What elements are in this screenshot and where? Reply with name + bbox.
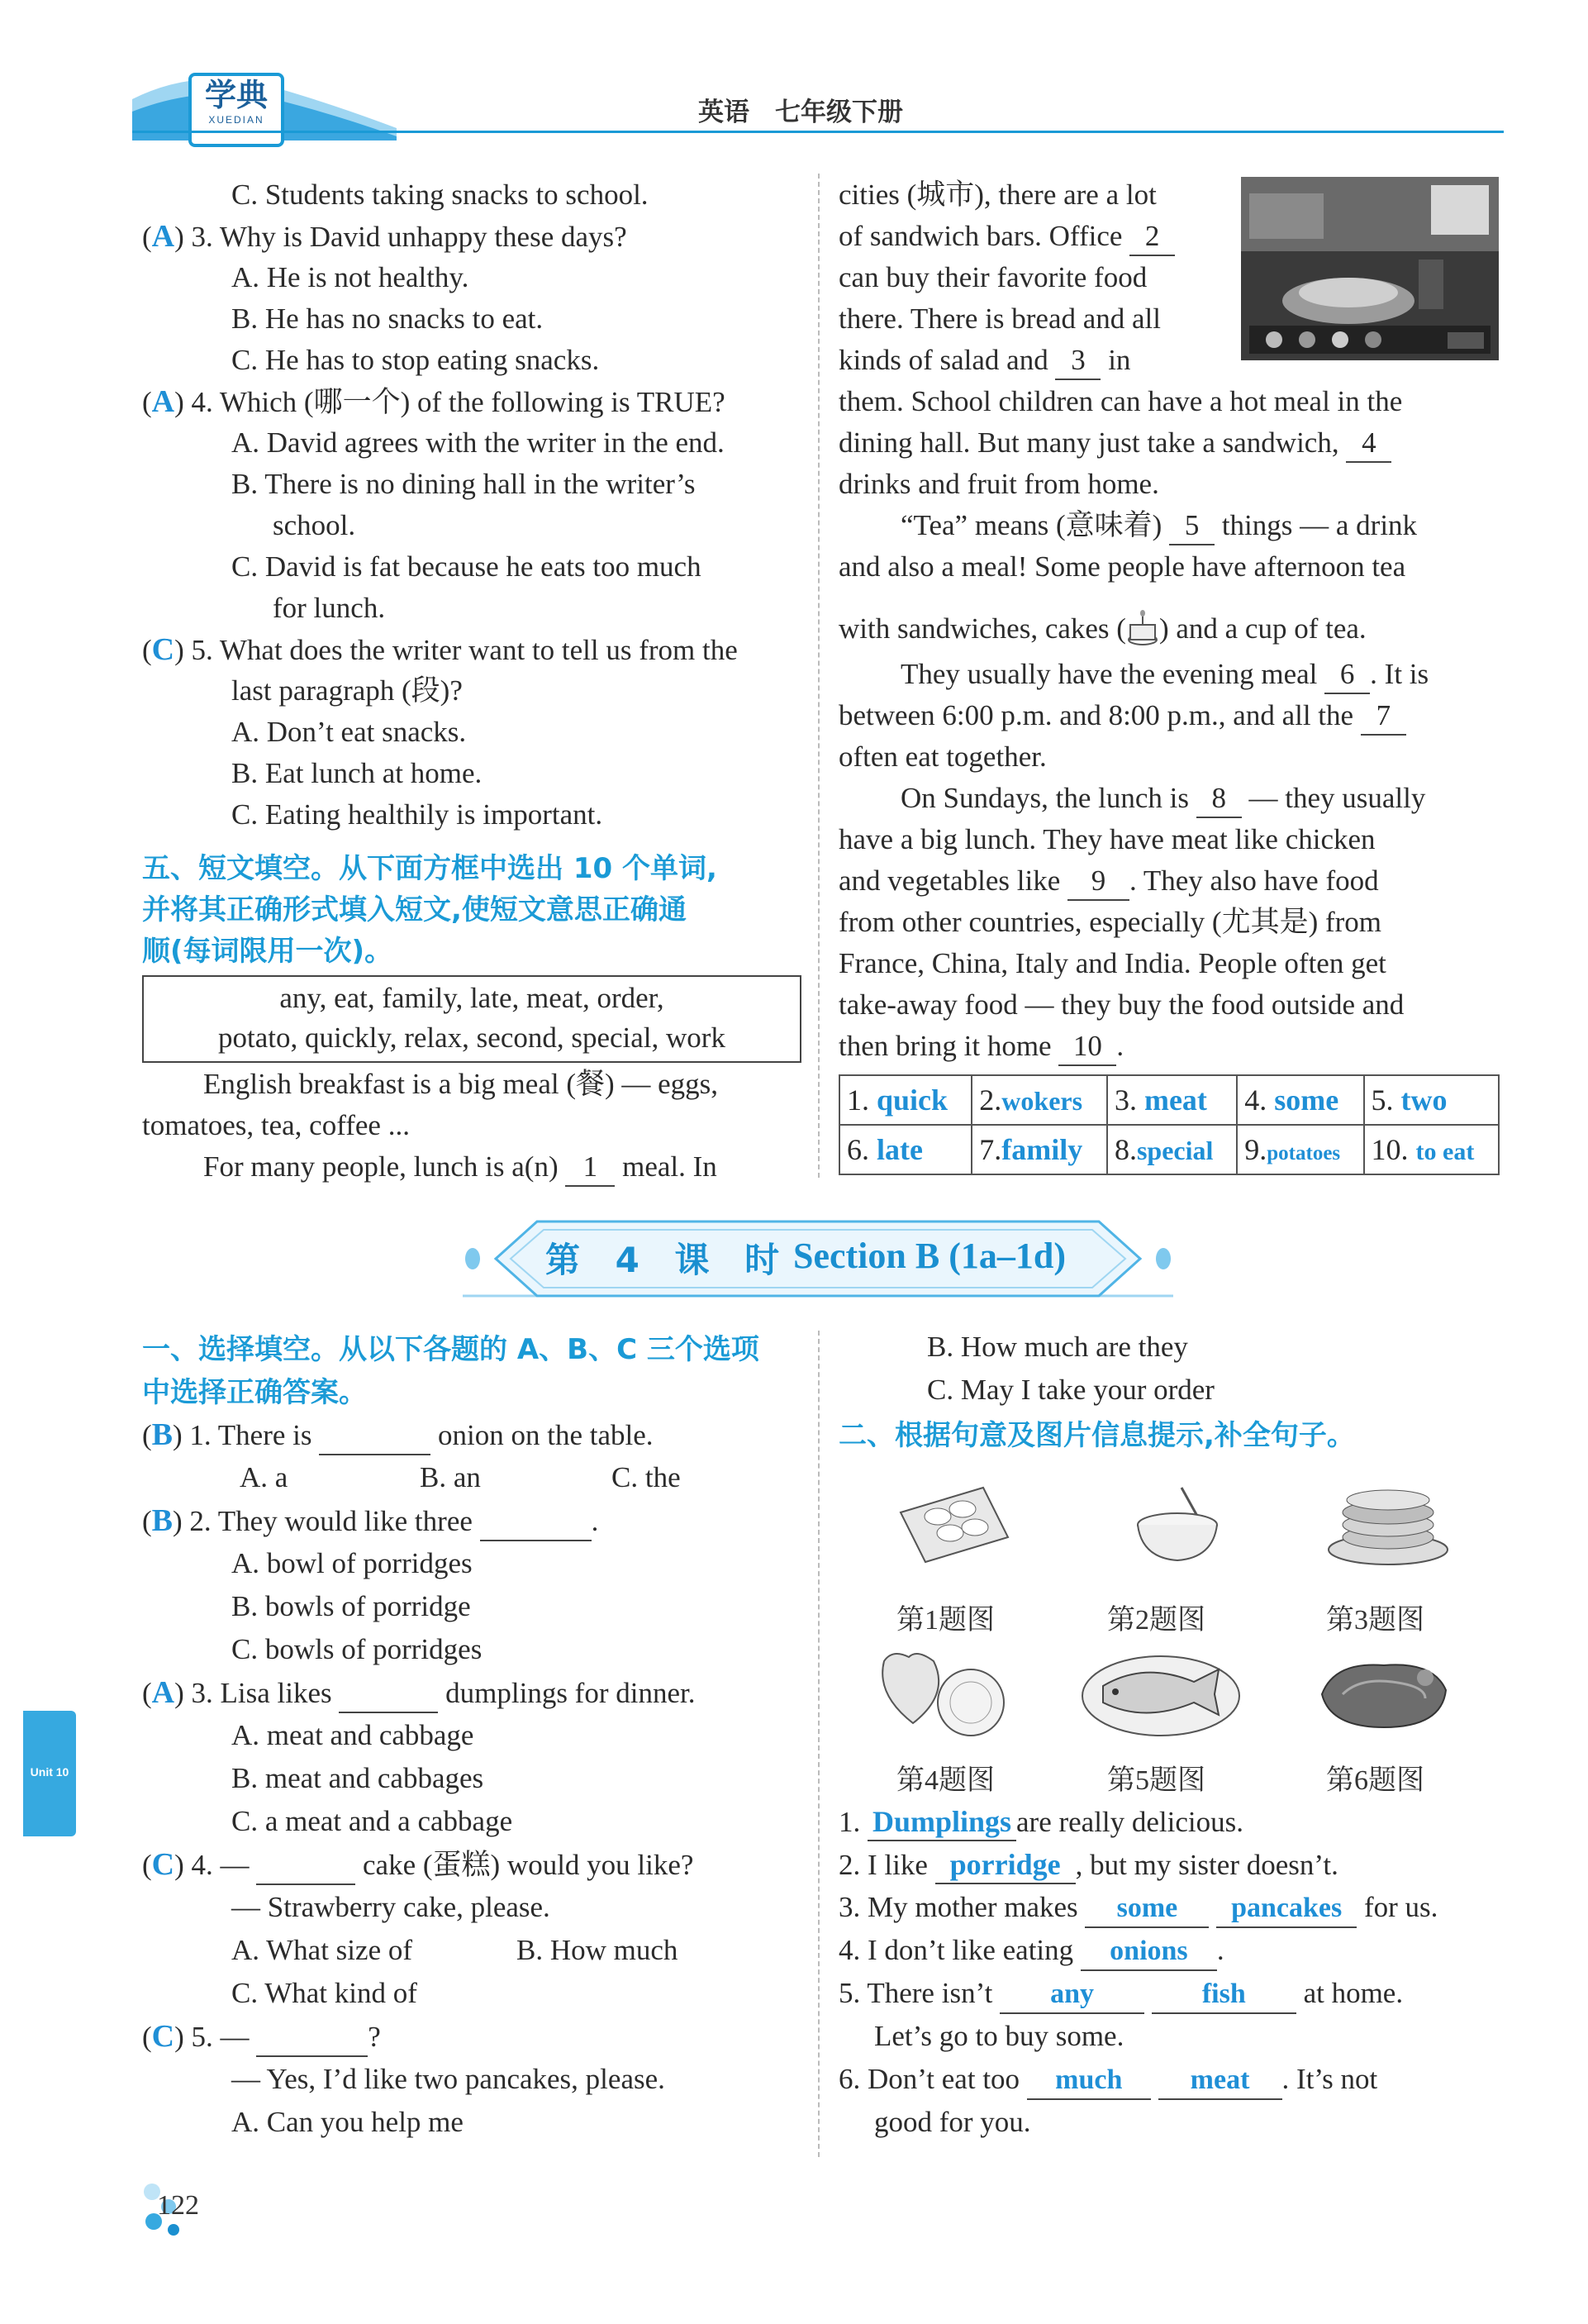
- rc-line-1: cities (城市), there are a lot: [839, 179, 1157, 211]
- rc-line-6: them. School children can have a hot meal in the: [839, 385, 1403, 417]
- header-subject: 英语 七年级下册: [698, 98, 903, 127]
- answer-cell: 3. meat: [1107, 1075, 1237, 1125]
- rc-line-15: On Sundays, the lunch is 8 — they usually: [901, 780, 1425, 818]
- answer-cell: 8.special: [1107, 1125, 1237, 1174]
- p1-q3-option-c: C. a meat and a cabbage: [231, 1805, 513, 1837]
- p1-q1-option-b: B. an: [420, 1461, 481, 1493]
- p1-q2-option-c: C. bowls of porridges: [231, 1633, 483, 1665]
- blank-3: 3: [1055, 342, 1101, 380]
- q4-option-b: B. There is no dining hall in the writer’s: [231, 468, 696, 500]
- p1-q2-option-a: A. bowl of porridges: [231, 1547, 473, 1579]
- q4-option-c: C. David is fat because he eats too much: [231, 550, 701, 583]
- sentence-3: 3. My mother makes some pancakes for us.: [839, 1889, 1438, 1928]
- p1-question-4: (C) 4. — cake (蛋糕) would you like?: [142, 1846, 693, 1885]
- banner-lesson: 第 4 课 时: [545, 1240, 792, 1280]
- p1-q4-option-b: B. How much: [516, 1934, 678, 1966]
- p1-question-2: (B) 2. They would like three .: [142, 1503, 598, 1541]
- rc-line-18: from other countries, especially (尤其是) from: [839, 906, 1382, 938]
- sentence-5: 5. There isn’t any fish at home.: [839, 1975, 1403, 2014]
- q5-option-c: C. Eating healthily is important.: [231, 798, 603, 831]
- word-box: [142, 975, 801, 1063]
- passage-line-2: tomatoes, tea, coffee ...: [142, 1109, 410, 1141]
- sentence-4: 4. I don’t like eating onions .: [839, 1932, 1224, 1971]
- sentence-6-cont: good for you.: [874, 2106, 1031, 2138]
- rc-line-9: “Tea” means (意味着) 5 things — a drink: [901, 507, 1417, 545]
- rc-line-4: there. There is bread and all: [839, 302, 1162, 335]
- p1-q5-reply: — Yes, I’d like two pancakes, please.: [231, 2063, 665, 2095]
- blank-10: 10: [1058, 1028, 1116, 1066]
- blank-9: 9: [1067, 863, 1129, 901]
- part1-heading-1: 一、选择填空。从以下各题的 A、B、C 三个选项: [142, 1333, 759, 1366]
- blank-5: 5: [1169, 507, 1215, 545]
- meat-picture: [1310, 1645, 1458, 1744]
- question-3: (A) 3. Why is David unhappy these days?: [142, 219, 627, 254]
- q4-option-c-cont: for lunch.: [273, 592, 386, 624]
- blank-6: 6: [1324, 656, 1370, 694]
- picture-caption: 第3题图: [1326, 1605, 1424, 1636]
- q5-stem-cont: last paragraph (段)?: [231, 674, 463, 707]
- q3-option-c: C. He has to stop eating snacks.: [231, 344, 600, 376]
- p1-q4-option-c: C. What kind of: [231, 1977, 417, 2009]
- fish-picture: [1078, 1645, 1243, 1744]
- rc-line-19: France, China, Italy and India. People often get: [839, 947, 1386, 979]
- answer-cell: 10. to eat: [1364, 1125, 1499, 1174]
- rc-line-10: and also a meal! Some people have afternoon tea: [839, 550, 1406, 583]
- part2-heading: 二、根据句意及图片信息提示,补全句子。: [839, 1419, 1355, 1452]
- dumplings-picture: [892, 1479, 1016, 1570]
- rc-line-5: kinds of salad and 3 in: [839, 342, 1130, 380]
- rc-line-8: drinks and fruit from home.: [839, 468, 1159, 500]
- answer-cell: 7.family: [972, 1125, 1107, 1174]
- rc-line-14: often eat together.: [839, 741, 1047, 773]
- unit-side-tab: [23, 1711, 76, 1836]
- picture-caption: 第2题图: [1107, 1605, 1205, 1636]
- rc-line-11: with sandwiches, cakes ( ) and a cup of tea.: [839, 610, 1367, 647]
- p1-question-3: (A) 3. Lisa likes dumplings for dinner.: [142, 1674, 695, 1713]
- picture-caption: 第4题图: [896, 1765, 995, 1796]
- header-rule: [132, 131, 1504, 133]
- answer-cell: 6. late: [839, 1125, 972, 1174]
- q5-option-a: A. Don’t eat snacks.: [231, 716, 467, 748]
- rc-line-17: and vegetables like 9 . They also have food: [839, 863, 1379, 901]
- section5-heading-3: 顺(每词限用一次)。: [142, 935, 393, 968]
- answer-row: [839, 1075, 1499, 1125]
- q5-answer: C: [151, 632, 175, 667]
- onions-picture: [868, 1645, 1016, 1744]
- answer-cell: 5. two: [1364, 1075, 1499, 1125]
- answer-cell: 2.wokers: [972, 1075, 1107, 1125]
- q3-answer: A: [151, 219, 175, 254]
- q4-option-a: A. David agrees with the writer in the end.: [231, 426, 725, 459]
- rc-line-21: then bring it home 10 .: [839, 1028, 1124, 1066]
- rc-line-7: dining hall. But many just take a sandwich, 4: [839, 425, 1391, 463]
- cake-icon: [1126, 610, 1159, 646]
- passage-line-1: English breakfast is a big meal (餐) — eggs,: [203, 1068, 719, 1100]
- rc-line-2: of sandwich bars. Office 2: [839, 218, 1175, 256]
- p1-q5-option-a: A. Can you help me: [231, 2106, 464, 2138]
- page-number: 122: [157, 2190, 199, 2221]
- porridge-bowl-picture: [1124, 1479, 1231, 1570]
- p1-q2-option-b: B. bowls of porridge: [231, 1590, 471, 1622]
- picture-caption: 第5题图: [1107, 1765, 1205, 1796]
- blank-1: 1: [565, 1149, 615, 1187]
- p1-q5-option-b: B. How much are they: [927, 1331, 1188, 1363]
- logo-en: XUEDIAN: [208, 114, 264, 126]
- picture-caption: 第1题图: [896, 1605, 995, 1636]
- question-4: (A) 4. Which (哪一个) of the following is TRUE?: [142, 384, 725, 419]
- p1-q1-option-c: C. the: [611, 1461, 681, 1493]
- p1-q1-option-a: A. a: [240, 1461, 288, 1493]
- rc-line-12: They usually have the evening meal 6 . It is: [901, 656, 1429, 694]
- answer-table: [839, 1074, 1500, 1175]
- sentence-6: 6. Don’t eat too much meat . It’s not: [839, 2061, 1377, 2100]
- p1-question-5: (C) 5. — ?: [142, 2018, 381, 2057]
- answer-cell: 1. quick: [839, 1075, 972, 1125]
- answer-cell: 9.potatoes: [1237, 1125, 1363, 1174]
- unit-side-tab-label: Unit 10: [30, 1765, 69, 1779]
- blank-8: 8: [1196, 780, 1242, 818]
- blank-2: 2: [1129, 218, 1175, 256]
- sentence-1: 1. Dumplings are really delicious.: [839, 1803, 1243, 1841]
- q2-option-c: C. Students taking snacks to school.: [231, 179, 649, 211]
- sentence-2: 2. I like porridge , but my sister doesn’t.: [839, 1846, 1338, 1884]
- q4-answer: A: [151, 384, 175, 419]
- p1-q5-option-c: C. May I take your order: [927, 1374, 1215, 1406]
- word-box-line-2: potato, quickly, relax, second, special, work: [218, 1022, 725, 1054]
- lesson-banner: [463, 1215, 1173, 1302]
- q3-option-b: B. He has no snacks to eat.: [231, 302, 544, 335]
- rc-line-13: between 6:00 p.m. and 8:00 p.m., and all the 7: [839, 698, 1406, 736]
- blank-4: 4: [1346, 425, 1391, 463]
- section5-heading-1: 五、短文填空。从下面方框中选出 10 个单词,: [142, 852, 717, 885]
- column-divider-bottom: [818, 1331, 820, 2157]
- banner-section: Section B (1a–1d): [793, 1236, 1066, 1276]
- blank-7: 7: [1361, 698, 1406, 736]
- p1-q3-option-a: A. meat and cabbage: [231, 1719, 474, 1751]
- column-divider-top: [818, 174, 820, 1178]
- word-box-line-1: any, eat, family, late, meat, order,: [279, 982, 664, 1014]
- question-5: (C) 5. What does the writer want to tell us from the: [142, 632, 738, 667]
- answer-cell: 4. some: [1237, 1075, 1363, 1125]
- section5-heading-2: 并将其正确形式填入短文,使短文意思正确通: [142, 893, 687, 926]
- part1-heading-2: 中选择正确答案。: [142, 1376, 367, 1409]
- rc-line-20: take-away food — they buy the food outside and: [839, 988, 1405, 1021]
- page-header: [0, 0, 1588, 165]
- p1-q4-option-a: A. What size of: [231, 1934, 413, 1966]
- logo-cn: 学典: [204, 77, 268, 113]
- q3-option-a: A. He is not healthy.: [231, 261, 469, 293]
- sandwich-bar-photo: [1241, 177, 1499, 360]
- pancakes-picture: [1322, 1479, 1454, 1570]
- picture-caption: 第6题图: [1326, 1765, 1424, 1796]
- passage-line-3: For many people, lunch is a(n) 1 meal. In: [203, 1149, 717, 1187]
- sentence-5-cont: Let’s go to buy some.: [874, 2020, 1124, 2052]
- q5-option-b: B. Eat lunch at home.: [231, 757, 483, 789]
- p1-question-1: (B) 1. There is onion on the table.: [142, 1417, 654, 1455]
- q4-option-b-cont: school.: [273, 509, 356, 541]
- rc-line-16: have a big lunch. They have meat like chicken: [839, 823, 1376, 855]
- p1-q3-option-b: B. meat and cabbages: [231, 1762, 484, 1794]
- answer-row: [839, 1125, 1499, 1174]
- logo-box: [188, 73, 284, 147]
- p1-q4-reply: — Strawberry cake, please.: [231, 1891, 550, 1923]
- rc-line-3: can buy their favorite food: [839, 261, 1148, 293]
